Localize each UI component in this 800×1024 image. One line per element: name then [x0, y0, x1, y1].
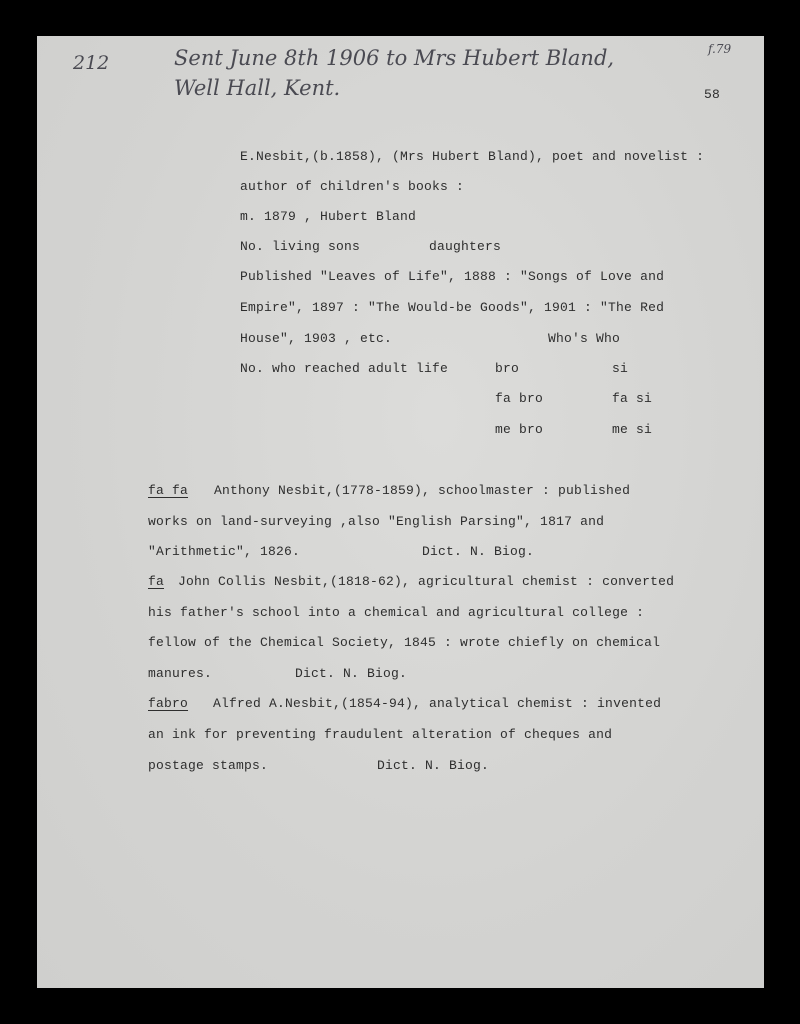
handwritten-sent-note-line2: Well Hall, Kent.: [174, 76, 341, 100]
entry-tag-fafa: fa fa: [148, 483, 189, 498]
rel-fa-bro: fa bro: [495, 391, 544, 406]
subject-line-3: m. 1879 , Hubert Bland: [240, 209, 417, 224]
entry-tag-fabro: fabro: [148, 696, 189, 711]
handwritten-sent-note-line1: Sent June 8th 1906 to Mrs Hubert Bland,: [174, 46, 615, 70]
subject-line-6: Empire", 1897 : "The Would-be Goods", 1901 : "The Red: [240, 300, 665, 315]
fabro-line-2: an ink for preventing fraudulent alteration of cheques and: [148, 727, 613, 742]
document-page: [37, 36, 764, 988]
subject-line-7: House", 1903 , etc.: [240, 331, 393, 346]
fa-line-4: manures.: [148, 666, 213, 681]
subject-line-5: Published "Leaves of Life", 1888 : "Songs of Love and: [240, 269, 665, 284]
fafa-line-1: Anthony Nesbit,(1778-1859), schoolmaster : published: [214, 483, 631, 498]
living-sons-label: No. living sons: [240, 239, 361, 254]
fa-line-3: fellow of the Chemical Society, 1845 : wrote chiefly on chemical: [148, 635, 661, 650]
rel-me-bro: me bro: [495, 422, 544, 437]
fa-line-2: his father's school into a chemical and agricultural college :: [148, 605, 645, 620]
fafa-line-3: "Arithmetic", 1826.: [148, 544, 301, 559]
subject-line-2: author of children's books :: [240, 179, 465, 194]
rel-me-si: me si: [612, 422, 653, 437]
subject-line-1: E.Nesbit,(b.1858), (Mrs Hubert Bland), poet and novelist :: [240, 149, 705, 164]
fabro-line-3: postage stamps.: [148, 758, 269, 773]
fabro-source: Dict. N. Biog.: [377, 758, 490, 773]
rel-fa-si: fa si: [612, 391, 653, 406]
fafa-line-2: works on land-surveying ,also "English Parsing", 1817 and: [148, 514, 605, 529]
fabro-line-1: Alfred A.Nesbit,(1854-94), analytical chemist : invented: [213, 696, 662, 711]
daughters-label: daughters: [429, 239, 502, 254]
fafa-source: Dict. N. Biog.: [422, 544, 535, 559]
fa-line-1: John Collis Nesbit,(1818-62), agricultural chemist : converted: [178, 574, 675, 589]
rel-si: si: [612, 361, 629, 376]
adult-life-label: No. who reached adult life: [240, 361, 449, 376]
fa-source: Dict. N. Biog.: [295, 666, 408, 681]
handwritten-page-number: 212: [73, 52, 110, 74]
typed-page-number: 58: [704, 87, 721, 102]
subject-source: Who's Who: [548, 331, 621, 346]
entry-tag-fa: fa: [148, 574, 165, 589]
handwritten-folio: f.79: [708, 42, 732, 56]
rel-bro: bro: [495, 361, 520, 376]
